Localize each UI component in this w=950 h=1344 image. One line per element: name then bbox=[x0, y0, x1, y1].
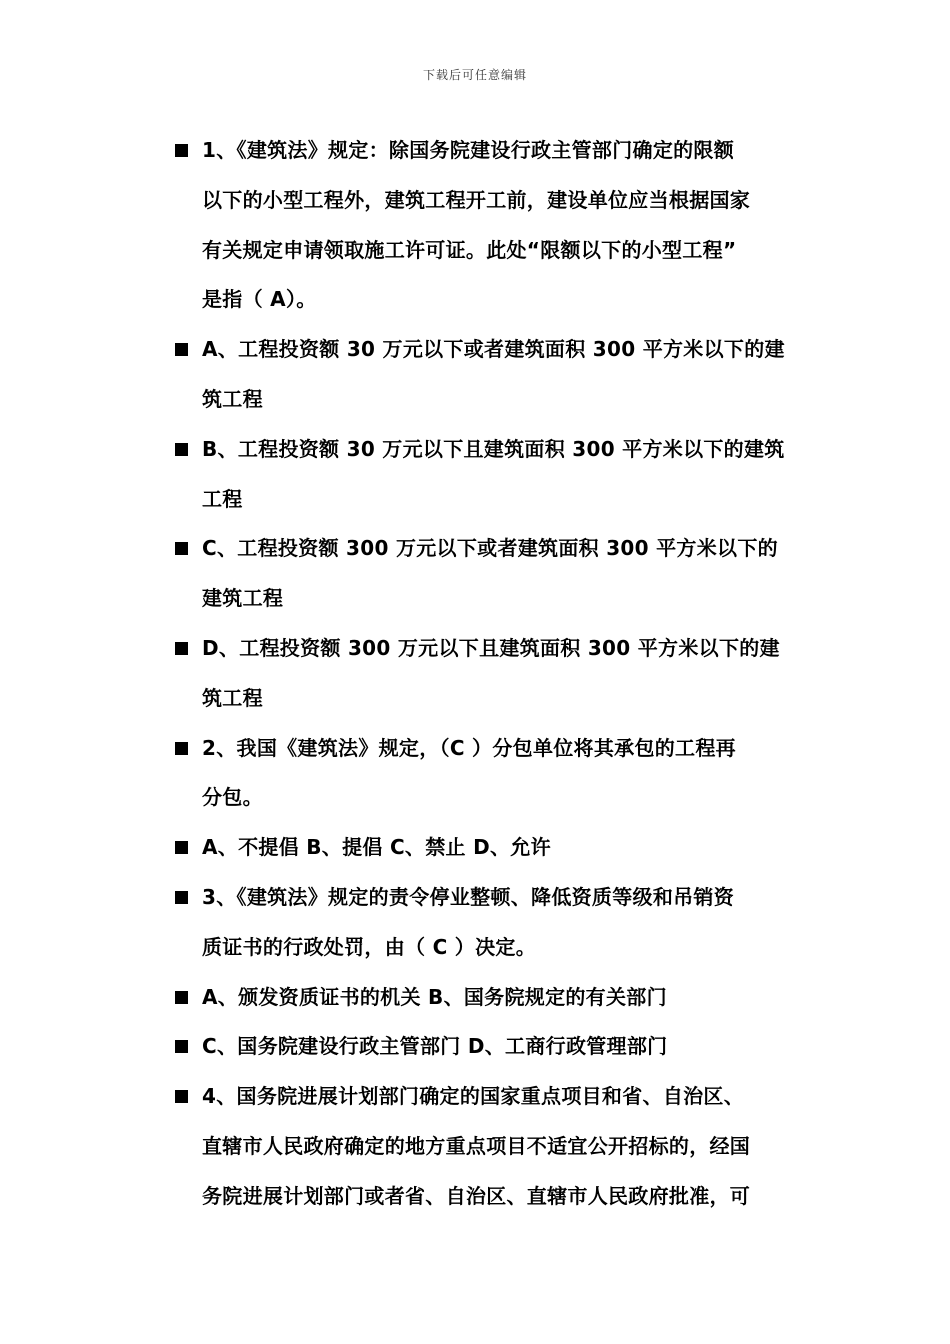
text-line: 4、国务院进展计划部门确定的国家重点项目和省、自治区、 bbox=[202, 1084, 745, 1109]
square-bullet-icon bbox=[175, 1040, 188, 1053]
list-item bbox=[172, 425, 812, 525]
list-item bbox=[172, 126, 812, 325]
list-item bbox=[172, 524, 812, 624]
square-bullet-icon bbox=[175, 742, 188, 755]
list-item bbox=[172, 1072, 812, 1221]
list-item bbox=[172, 1022, 812, 1072]
text-line: A、颁发资质证书的机关 B、国务院规定的有关部门 bbox=[202, 984, 667, 1009]
text-line: D、工程投资额 300 万元以下且建筑面积 300 平方米以下的建 bbox=[202, 635, 780, 660]
text-line: 分包。 bbox=[202, 785, 263, 810]
list-item bbox=[172, 325, 812, 425]
square-bullet-icon bbox=[175, 891, 188, 904]
text-line: A、不提倡 B、提倡 C、禁止 D、允许 bbox=[202, 835, 551, 860]
text-line: 务院进展计划部门或者省、自治区、直辖市人民政府批准，可 bbox=[202, 1183, 751, 1208]
list-item bbox=[172, 973, 812, 1023]
square-bullet-icon bbox=[175, 841, 188, 854]
text-line: 3、《建筑法》规定的责令停业整顿、降低资质等级和吊销资 bbox=[202, 884, 735, 909]
text-line: B、工程投资额 30 万元以下且建筑面积 300 平方米以下的建筑 bbox=[202, 436, 785, 461]
text-line: 2、我国《建筑法》规定，（C ）分包单位将其承包的工程再 bbox=[202, 735, 736, 760]
text-line: A、工程投资额 30 万元以下或者建筑面积 300 平方米以下的建 bbox=[202, 337, 785, 362]
text-line: C、国务院建设行政主管部门 D、工商行政管理部门 bbox=[202, 1034, 668, 1059]
square-bullet-icon bbox=[175, 542, 188, 555]
square-bullet-icon bbox=[175, 1090, 188, 1103]
square-bullet-icon bbox=[175, 642, 188, 655]
text-line: 是指（ A）。 bbox=[202, 287, 317, 312]
text-line: 工程 bbox=[202, 486, 243, 511]
square-bullet-icon bbox=[175, 144, 188, 157]
list-item bbox=[172, 873, 812, 973]
square-bullet-icon bbox=[175, 991, 188, 1004]
text-line: 质证书的行政处罚，由（ C ）决定。 bbox=[202, 934, 537, 959]
text-line: C、工程投资额 300 万元以下或者建筑面积 300 平方米以下的 bbox=[202, 536, 778, 561]
document-body bbox=[172, 126, 812, 1222]
text-line: 有关规定申请领取施工许可证。此处“限额以下的小型工程” bbox=[202, 237, 737, 262]
text-line: 建筑工程 bbox=[202, 586, 284, 611]
list-item bbox=[172, 724, 812, 824]
list-item bbox=[172, 624, 812, 724]
square-bullet-icon bbox=[175, 343, 188, 356]
text-line: 筑工程 bbox=[202, 386, 263, 411]
text-line: 直辖市人民政府确定的地方重点项目不适宜公开招标的，经国 bbox=[202, 1133, 751, 1158]
text-line: 1、《建筑法》规定：除国务院建设行政主管部门确定的限额 bbox=[202, 138, 735, 162]
list-item bbox=[172, 823, 812, 873]
square-bullet-icon bbox=[175, 443, 188, 456]
page-header: 下载后可任意编辑 bbox=[422, 68, 527, 82]
text-line: 以下的小型工程外，建筑工程开工前，建设单位应当根据国家 bbox=[202, 187, 751, 212]
text-line: 筑工程 bbox=[202, 685, 263, 710]
